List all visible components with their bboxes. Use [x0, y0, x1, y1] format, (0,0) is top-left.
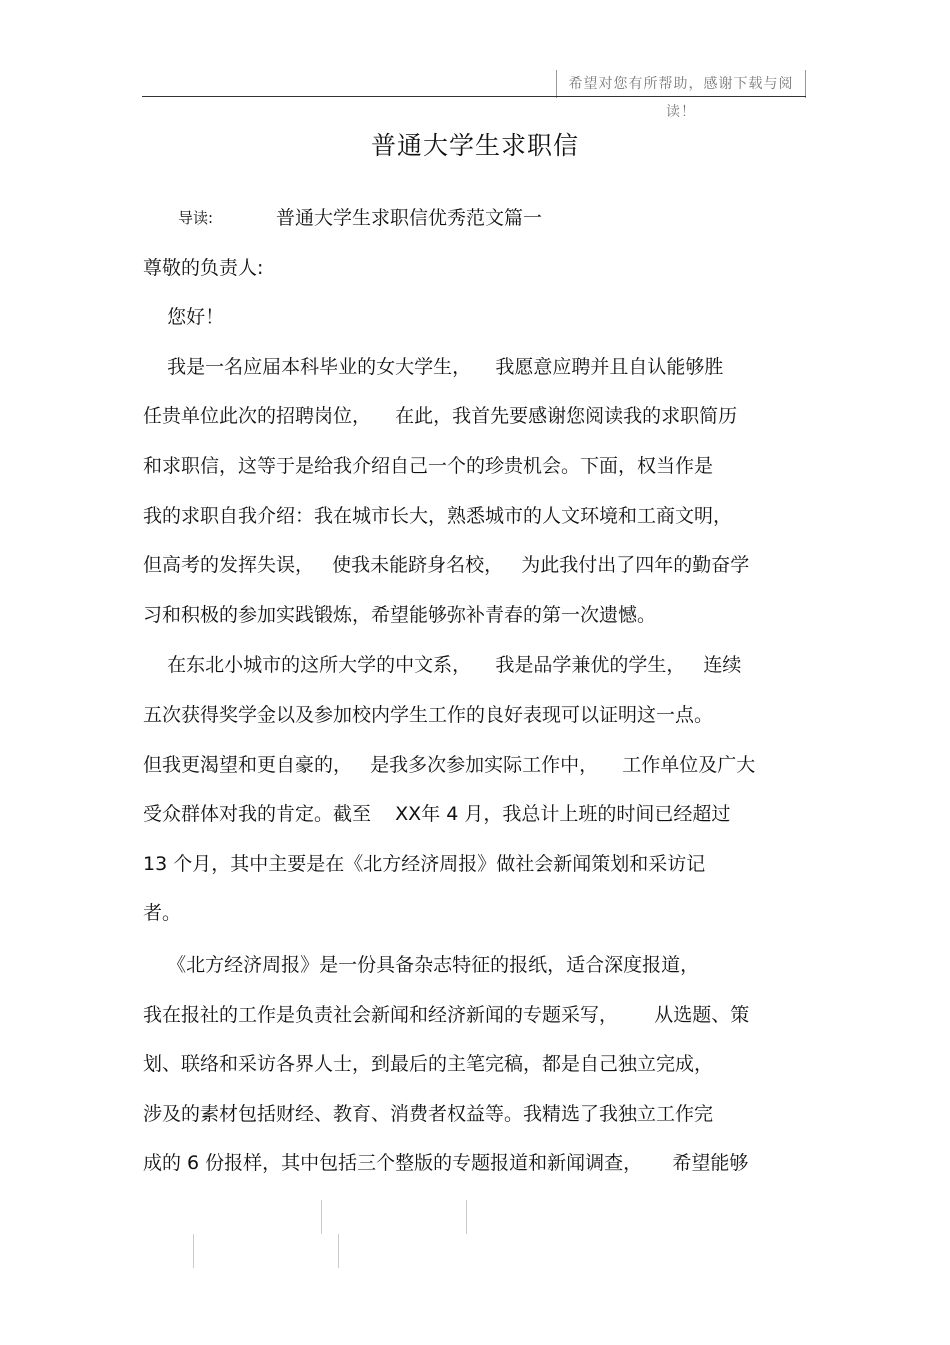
body-line: 五次获得奖学金以及参加校内学生工作的良好表现可以证明这一点。	[143, 704, 714, 726]
body-line: 受众群体对我的肯定。截至 XX年 4 月，我总计上班的时间已经超过	[143, 803, 731, 825]
scan-artifact-line	[466, 1200, 467, 1234]
body-line: 尊敬的负责人:	[143, 257, 264, 279]
body-line: 划、联络和采访各界人士，到最后的主笔完稿，都是自己独立完成，	[143, 1053, 714, 1075]
body-line: 任贵单位此次的招聘岗位， 在此，我首先要感谢您阅读我的求职简历	[143, 405, 738, 427]
body-line: 您好！	[143, 306, 225, 328]
scan-artifact-line	[193, 1234, 194, 1268]
page-title: 普通大学生求职信	[370, 131, 579, 160]
body-line: 13 个月，其中主要是在《北方经济周报》做社会新闻策划和采访记	[143, 853, 706, 875]
body-line: 成的 6 份报样，其中包括三个整版的专题报道和新闻调查， 希望能够	[143, 1152, 749, 1174]
body-line: 习和积极的参加实践锻炼，希望能够弥补青春的第一次遗憾。	[143, 604, 657, 626]
body-line: 和求职信，这等于是给我介绍自己一个的珍贵机会。下面，权当作是	[143, 455, 714, 477]
body-line: 我是一名应届本科毕业的女大学生， 我愿意应聘并且自认能够胜	[143, 356, 724, 378]
body-line: 但高考的发挥失误， 使我未能跻身名校， 为此我付出了四年的勤奋学	[143, 554, 750, 576]
guide-label: 导读:	[178, 209, 214, 227]
header-note: 希望对您有所帮助，感谢下载与阅读！	[556, 70, 806, 98]
scan-artifact-line	[338, 1234, 339, 1268]
body-line: 者。	[143, 902, 182, 924]
body-line: 《北方经济周报》是一份具备杂志特征的报纸，适合深度报道，	[143, 954, 700, 976]
body-line: 但我更渴望和更自豪的， 是我多次参加实际工作中， 工作单位及广大	[143, 754, 756, 776]
body-line: 我的求职自我介绍：我在城市长大，熟悉城市的人文环境和工商文明，	[143, 505, 733, 527]
scan-artifact-line	[321, 1200, 322, 1234]
body-line: 我在报社的工作是负责社会新闻和经济新闻的专题采写， 从选题、策	[143, 1004, 750, 1026]
guide-text: 普通大学生求职信优秀范文篇一	[276, 207, 543, 229]
header-divider	[142, 96, 806, 97]
body-line: 涉及的素材包括财经、教育、消费者权益等。我精选了我独立工作完	[143, 1103, 714, 1125]
body-line: 在东北小城市的这所大学的中文系， 我是品学兼优的学生， 连续	[143, 654, 742, 676]
